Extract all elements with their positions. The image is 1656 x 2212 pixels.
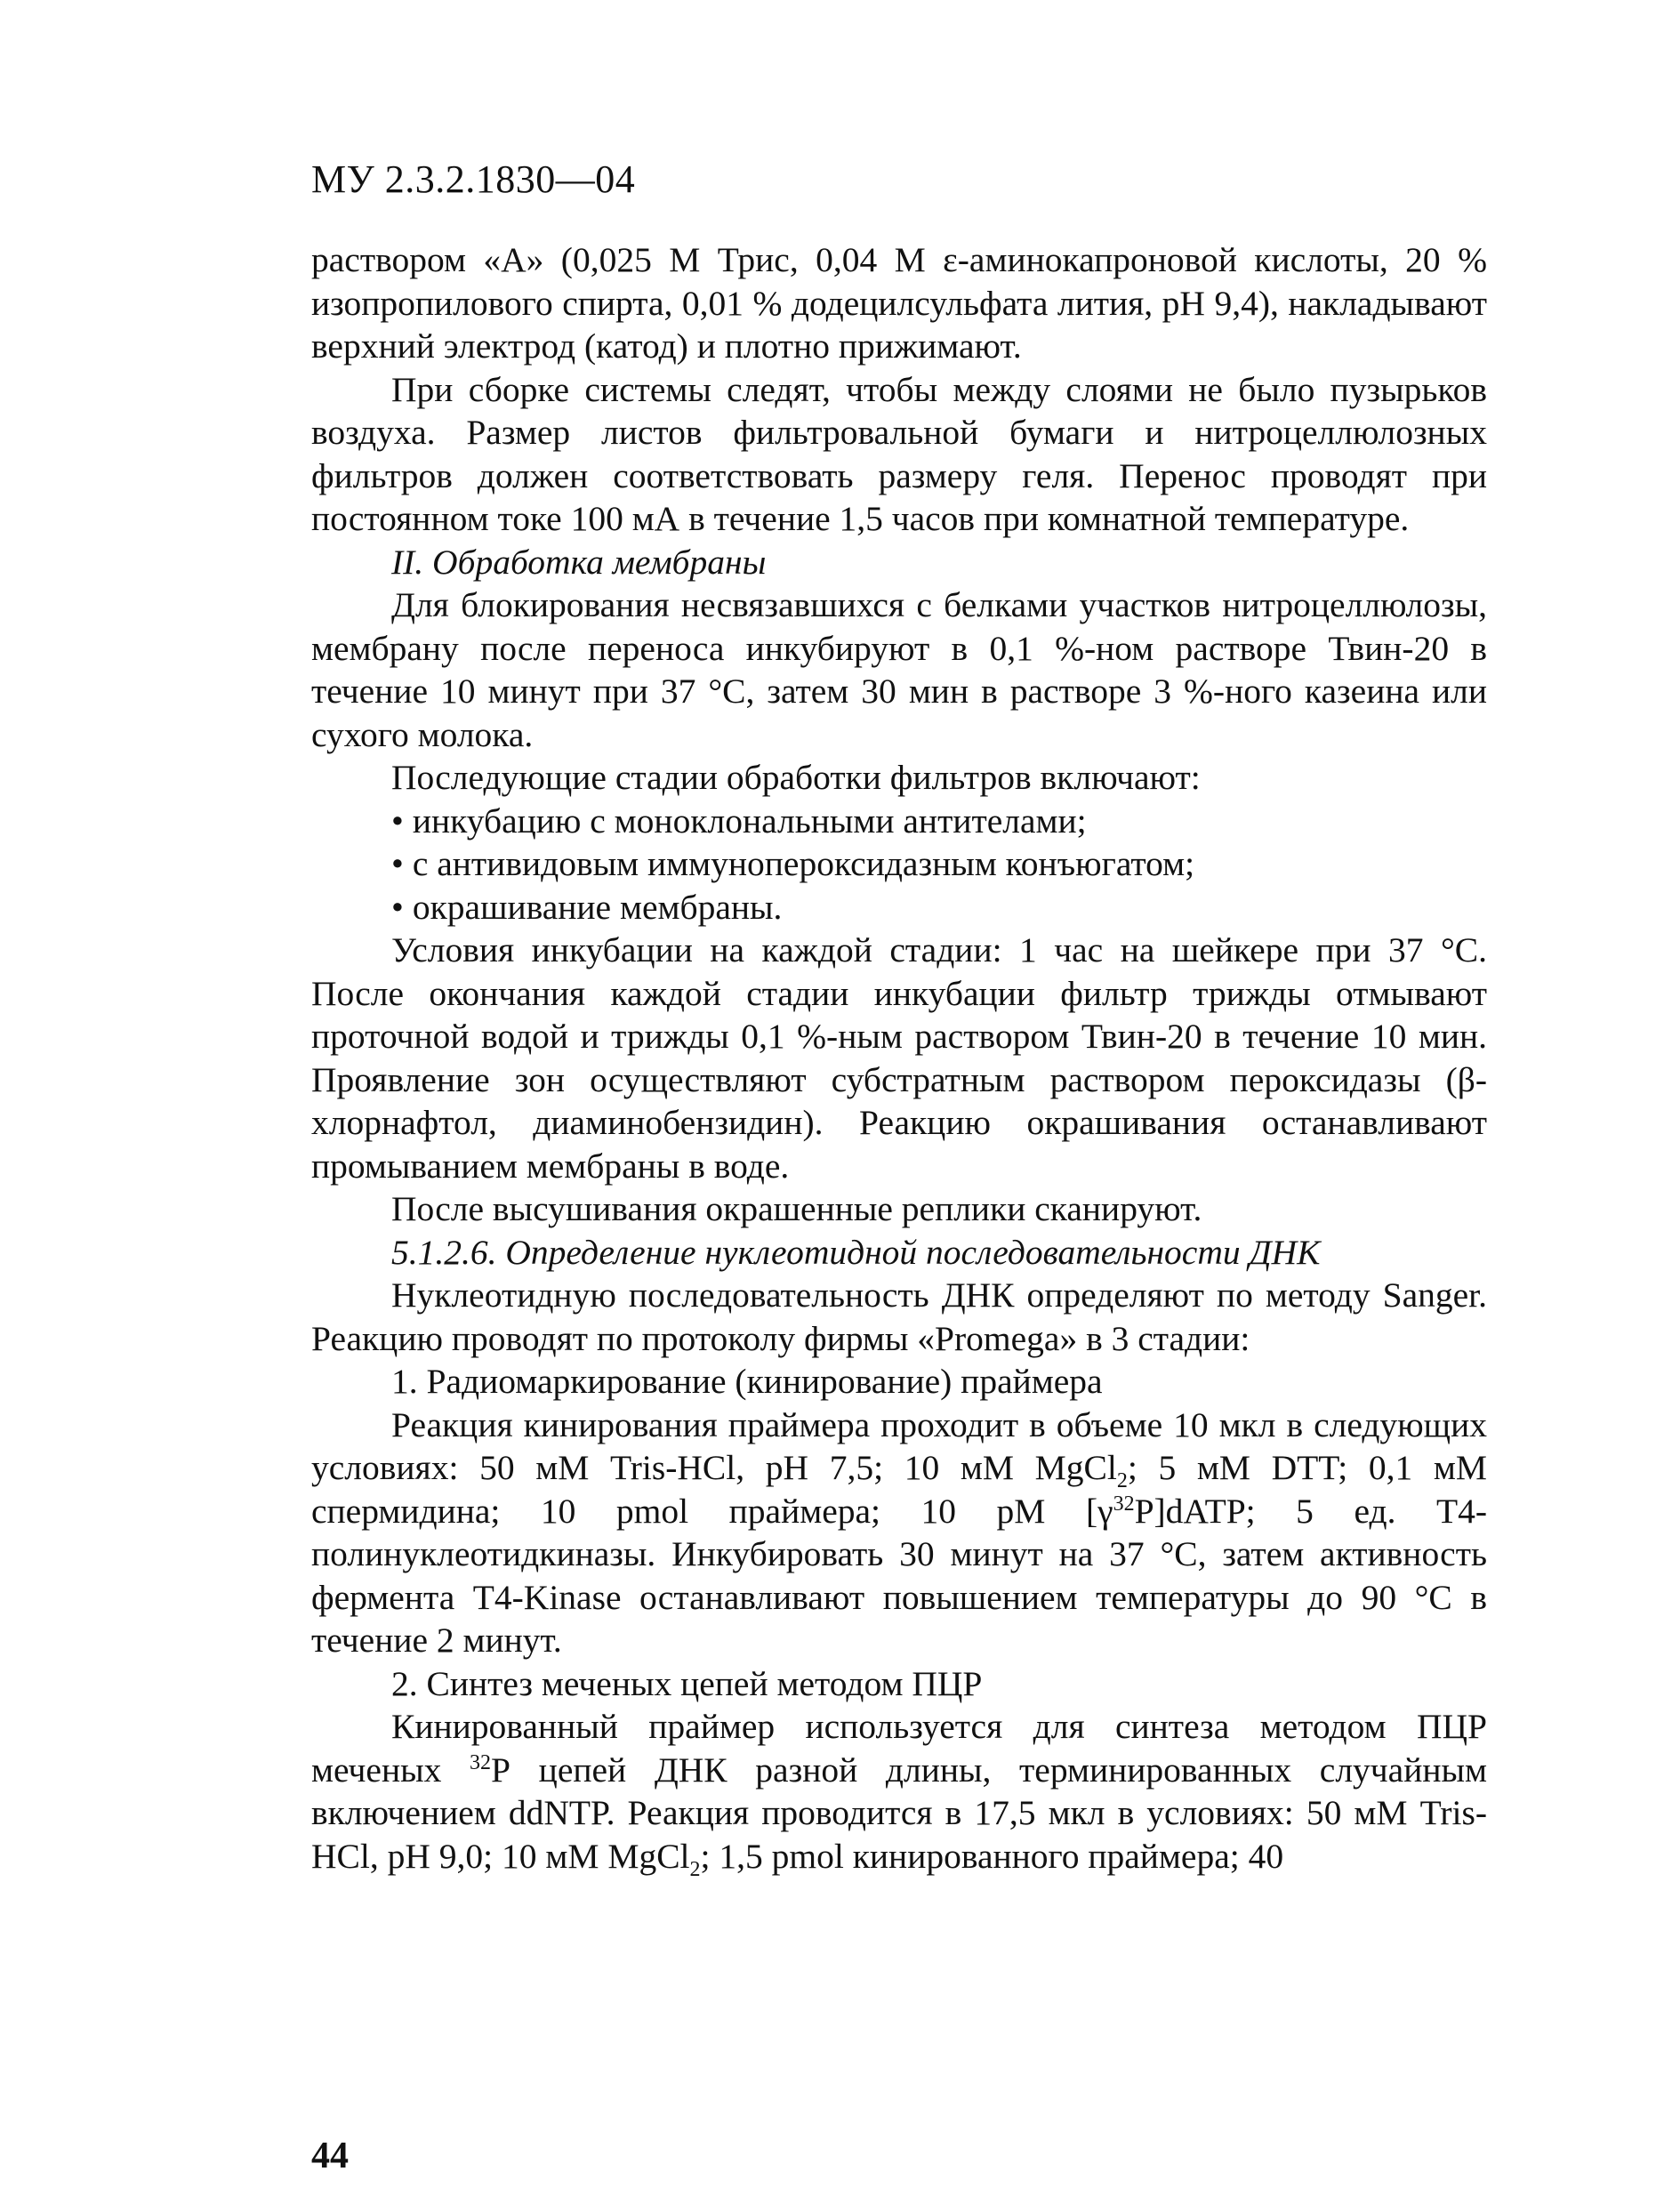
bullet-text: с антивидовым иммунопероксидазным конъюгатом; [412,844,1195,883]
paragraph-9-part-b: Р цепей ДНК разной длины, терминированных случайным включением ddNTP. Реакция проводится в 17,5 мкл в условиях: 50 мМ Tris-HCl, рН 9,0; 10 мМ MgCl [311,1749,1488,1876]
subscript: 2 [689,1857,701,1881]
bullet-text: окрашивание мембраны. [412,887,783,927]
subscript: 2 [1116,1468,1128,1492]
bullet-item [311,842,1487,886]
paragraph-6: После высушивания окрашенные реплики сканируют. [391,1189,1202,1228]
section-heading-membrane: II. Обработка мембраны [391,542,767,582]
paragraph-1: раствором «А» (0,025 М Трис, 0,04 М ε-аминокапроновой кислоты, 20 % изопропилового спирта, 0,01 % додецилсульфата лития, рН 9,4), накладывают верхний электрод (катод) и плотно прижимают. [311,240,1487,366]
bullet-icon: • [391,844,404,883]
paragraph-5: Условия инкубации на каждой стадии: 1 час на шейкере при 37 °С. После окончания каждой стадии инкубации фильтр трижды отмывают проточной водой и трижды 0,1 %-ным раствором Твин-20 в течение 10 мин. Проявление зон осуществляют субстратным раствором пероксидазы (β-хлорнафтол, диаминобензидин). Реакцию окрашивания останавливают промыванием мембраны в воде. [311,930,1487,1186]
paragraph-3: Для блокирования несвязавшихся с белками участков нитроцеллюлозы, мембрану после переноса инкубируют в 0,1 %-ном растворе Твин-20 в течение 10 минут при 37 °С, затем 30 мин в растворе 3 %-ного казеина или сухого молока. [311,585,1487,754]
superscript: 32 [470,1750,492,1774]
page-number: 44 [311,2136,349,2176]
paragraph-8-part-a: Реакция кинирования праймера проходит в объеме 10 мкл в следующих условиях: 50 мМ Tris-HCl, рН 7,5; 10 мМ MgCl [311,1404,1487,1487]
document-code-header: МУ 2.3.2.1830—04 [311,157,636,201]
paragraph-8-part-c: P]dATP; 5 ед. Т4-полинуклеотидкиназы. Инкубировать 30 минут на 37 °С, затем активность фермента T4-Kinase останавливают повышением температуры до 90 °С в течение 2 минут. [311,1491,1487,1660]
main-text-block [311,238,1488,1881]
bullet-icon: • [391,887,404,927]
bullet-icon: • [391,800,404,841]
paragraph-9-part-a: Кинированный праймер используется для синтеза методом ПЦР меченых [311,1707,1487,1790]
paragraph-4: Последующие стадии обработки фильтров включают: [391,758,1201,797]
paragraph-2: При сборке системы следят, чтобы между слоями не было пузырьков воздуха. Размер листов фильтровальной бумаги и нитроцеллюлозных фильтров должен соответствовать размеру геля. Перенос проводят при постоянном токе 100 мА в течение 1,5 часов при комнатной температуре. [311,369,1487,538]
step-2-heading: 2. Синтез меченых цепей методом ПЦР [391,1663,983,1703]
step-1-heading: 1. Радиомаркирование (кинирование) праймера [391,1362,1103,1401]
bullet-item [311,800,1487,843]
superscript: 32 [1113,1492,1135,1516]
paragraph-9 [311,1705,1488,1881]
bullet-text: инкубацию с моноклональными антителами; [412,800,1087,841]
section-heading-dna-sequencing: 5.1.2.6. Определение нуклеотидной последовательности ДНК [391,1232,1321,1272]
paragraph-8-part-b: ; 5 мМ DTT; 0,1 мМ спермидина; 10 pmol праймера; 10 pM [γ [311,1448,1488,1531]
bullet-item [311,886,1487,929]
paragraph-9-part-c: ; 1,5 pmol кинированного праймера; 40 [700,1836,1284,1876]
paragraph-7: Нуклеотидную последовательность ДНК определяют по методу Sanger. Реакцию проводят по протоколу фирмы «Promega» в 3 стадии: [311,1275,1487,1358]
paragraph-8 [311,1404,1487,1662]
